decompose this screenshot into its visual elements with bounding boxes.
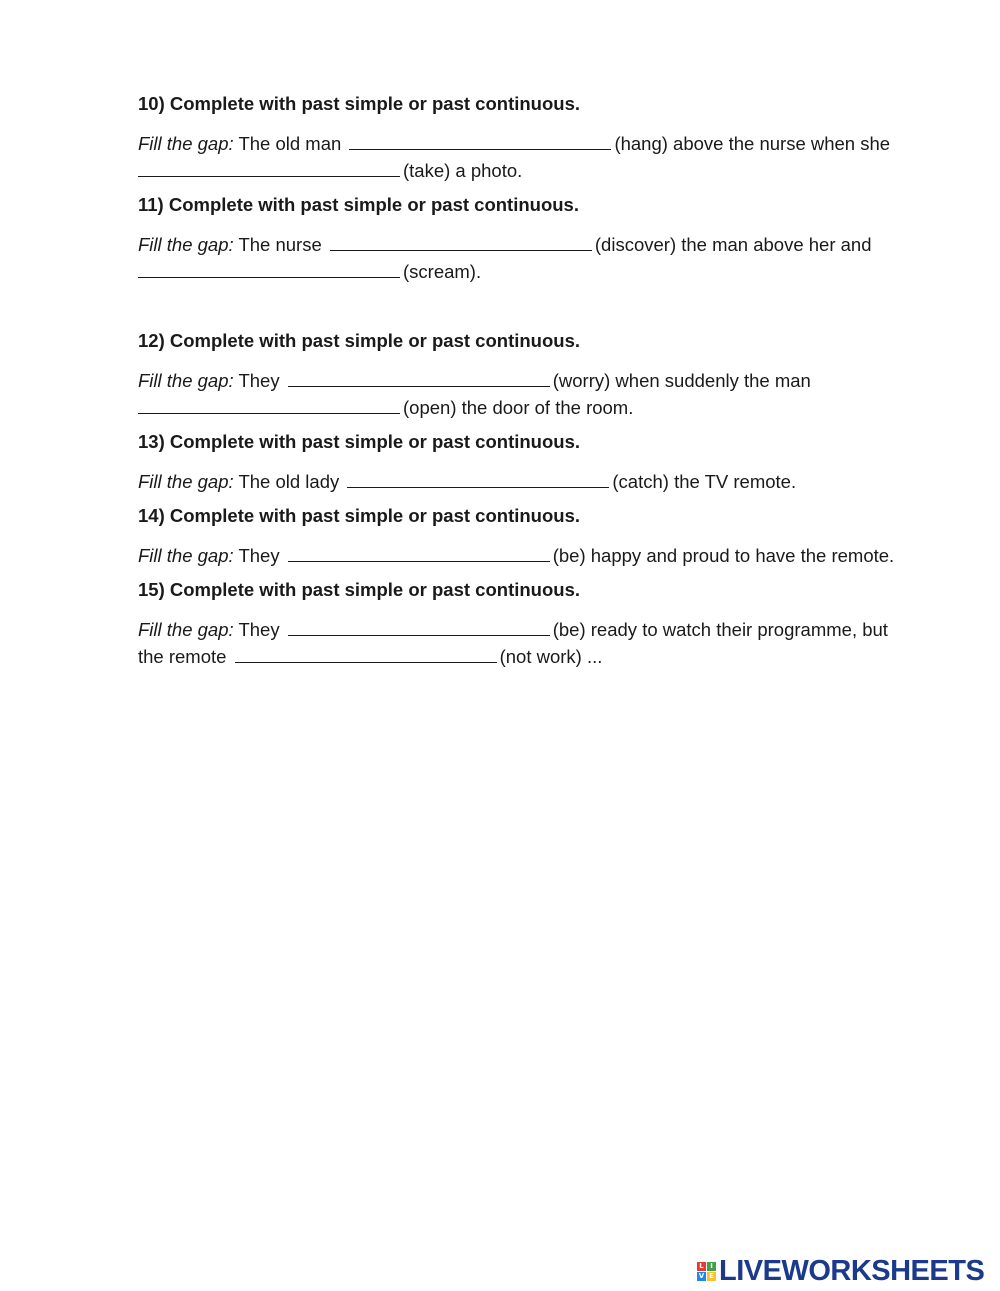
text-segment: (not work) ...: [499, 646, 603, 667]
text-segment: (worry) when suddenly the man: [552, 370, 811, 391]
answer-gap[interactable]: [347, 469, 609, 488]
text-segment: They: [238, 370, 280, 391]
text-segment: the remote: [138, 646, 227, 667]
fill-gap-label: Fill the gap:: [138, 234, 234, 255]
question-title: 11) Complete with past simple or past continuous.: [138, 194, 579, 215]
question-title: 10) Complete with past simple or past continuous.: [138, 93, 581, 114]
answer-gap[interactable]: [288, 617, 550, 636]
question-title: 13) Complete with past simple or past continuous.: [138, 431, 581, 452]
question-text: [138, 231, 938, 285]
answer-gap[interactable]: [138, 158, 400, 177]
text-segment: The nurse: [238, 234, 322, 255]
liveworksheets-logo: [697, 1256, 984, 1286]
question-13: [138, 431, 938, 495]
fill-gap-label: Fill the gap:: [138, 133, 234, 154]
logo-letter-i: I: [707, 1262, 716, 1271]
text-segment: (catch) the TV remote.: [612, 471, 797, 492]
question-text: [138, 367, 938, 421]
question-10: [138, 93, 938, 184]
text-segment: The old man: [238, 133, 342, 154]
question-15: [138, 579, 938, 670]
text-segment: (scream).: [403, 261, 482, 282]
answer-gap[interactable]: [138, 259, 400, 278]
answer-gap[interactable]: [288, 543, 550, 562]
answer-gap[interactable]: [138, 395, 400, 414]
question-12: [138, 330, 938, 421]
answer-gap[interactable]: [349, 131, 611, 150]
question-text: [138, 616, 938, 670]
text-segment: The old lady: [238, 471, 340, 492]
fill-gap-label: Fill the gap:: [138, 471, 234, 492]
question-title: 15) Complete with past simple or past continuous.: [138, 579, 581, 600]
text-segment: They: [238, 619, 280, 640]
text-segment: (be) ready to watch their programme, but: [552, 619, 888, 640]
text-segment: (hang) above the nurse when she: [614, 133, 891, 154]
fill-gap-label: Fill the gap:: [138, 545, 234, 566]
text-segment: They: [238, 545, 280, 566]
text-segment: (open) the door of the room.: [403, 397, 634, 418]
logo-letter-l: L: [697, 1262, 706, 1271]
answer-gap[interactable]: [235, 644, 497, 663]
question-11: [138, 194, 938, 285]
answer-gap[interactable]: [330, 232, 592, 251]
question-text: [138, 468, 938, 495]
question-text: [138, 542, 938, 569]
question-title: 12) Complete with past simple or past continuous.: [138, 330, 581, 351]
question-14: [138, 505, 938, 569]
fill-gap-label: Fill the gap:: [138, 619, 234, 640]
fill-gap-label: Fill the gap:: [138, 370, 234, 391]
logo-letter-e: E: [707, 1272, 716, 1281]
brand-wordmark: LIVEWORKSHEETS: [719, 1254, 985, 1287]
logo-letter-v: V: [698, 1271, 705, 1280]
live-logo-icon: [697, 1262, 716, 1281]
text-segment: (discover) the man above her and: [594, 234, 872, 255]
question-text: [138, 130, 938, 184]
text-segment: (take) a photo.: [403, 160, 523, 181]
text-segment: (be) happy and proud to have the remote.: [552, 545, 895, 566]
question-title: 14) Complete with past simple or past continuous.: [138, 505, 581, 526]
answer-gap[interactable]: [288, 368, 550, 387]
